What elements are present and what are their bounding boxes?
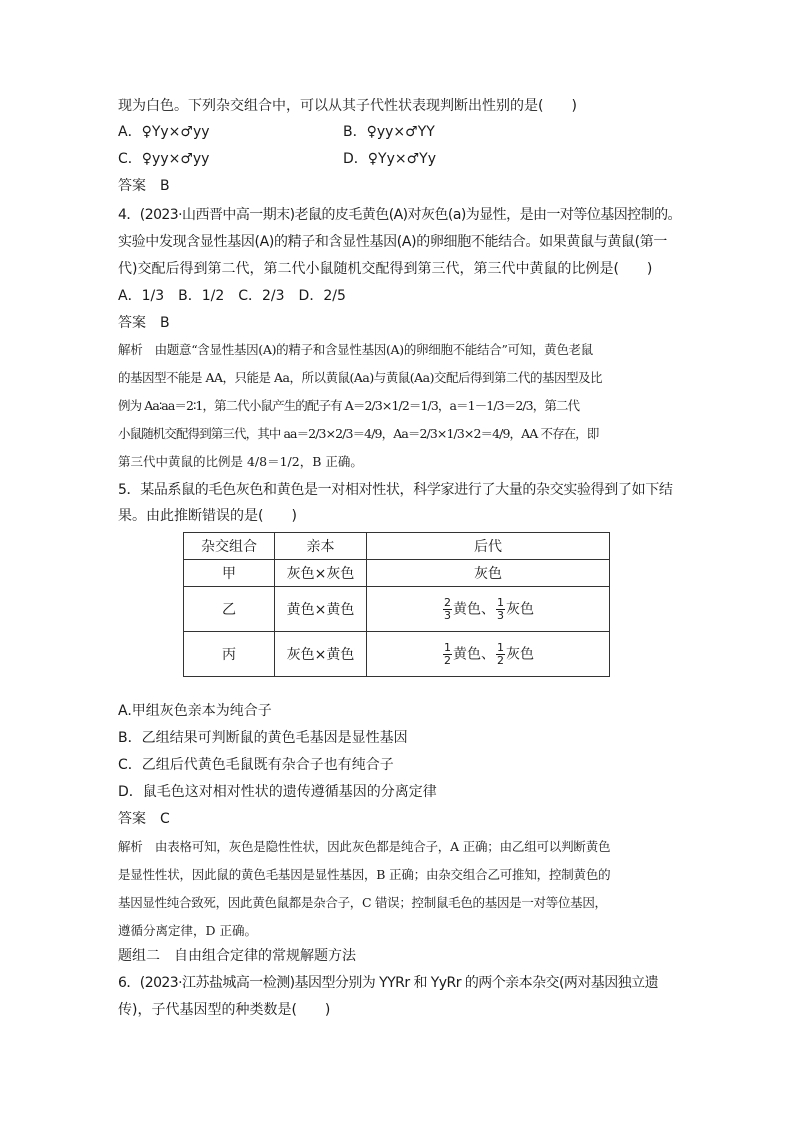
table-row xyxy=(184,632,610,677)
table-cell-offspring xyxy=(367,587,610,632)
q5-analysis-line3: 基因显性纯合致死，因此黄色鼠都是杂合子，C 错误；控制鼠毛色的基因是一对等位基因， xyxy=(118,895,607,910)
q5-option-c: C．乙组后代黄色毛鼠既有杂合子也有纯合子 xyxy=(118,757,394,773)
q5-stem-line2: 果。由此推断错误的是( ) xyxy=(118,508,297,524)
q4-analysis-line5: 第三代中黄鼠的比例是 4/8＝1/2，B 正确。 xyxy=(118,454,363,469)
fraction-denominator: 2 xyxy=(444,653,451,667)
fraction xyxy=(443,642,452,667)
q5-analysis-line2: 是显性性状，因此鼠的黄色毛基因是显性基因，B 正确；由杂交组合乙可推知，控制黄色的 xyxy=(118,867,611,882)
section-heading: 题组二 自由组合定律的常规解题方法 xyxy=(118,948,356,964)
table-header-cell: 杂交组合 xyxy=(184,533,275,560)
table-header-row xyxy=(184,533,610,560)
offspring-label: 灰色 xyxy=(506,646,534,662)
fraction-numerator: 1 xyxy=(444,640,451,654)
q4-analysis-line1: 解析 由题意“含显性基因(A)的精子和含显性基因(A)的卵细胞不能结合”可知，黄色老鼠 xyxy=(118,342,593,357)
offspring-label: 灰色 xyxy=(506,601,534,617)
table-cell-parents: 灰色×灰色 xyxy=(275,560,367,587)
q4-stem-line1: 4．(2023·山西晋中高一期末)老鼠的皮毛黄色(A)对灰色(a)为显性，是由一对等位基因控制的。 xyxy=(118,207,681,223)
table-header-cell: 后代 xyxy=(367,533,610,560)
q6-stem-line1: 6．(2023·江苏盐城高一检测)基因型分别为 YYRr 和 YyRr 的两个亲本杂交(两对基因独立遗 xyxy=(118,975,659,991)
q5-option-d: D．鼠毛色这对相对性状的遗传遵循基因的分离定律 xyxy=(118,784,437,800)
fraction-denominator: 2 xyxy=(497,653,504,667)
q4-options: A．1/3 B．1/2 C．2/3 D．2/5 xyxy=(118,288,346,304)
q4-answer: 答案 B xyxy=(118,315,170,331)
offspring-label: 黄色、 xyxy=(453,646,495,662)
fraction-numerator: 1 xyxy=(497,595,504,609)
q4-stem-line3: 代)交配后得到第二代，第二代小鼠随机交配得到第三代，第三代中黄鼠的比例是( ) xyxy=(118,261,653,277)
table-cell-group: 乙 xyxy=(184,587,275,632)
table-cell-offspring: 灰色 xyxy=(367,560,610,587)
fraction xyxy=(443,597,452,622)
q3-option-c: C．♀yy×♂yy xyxy=(118,151,210,167)
table-cell-parents: 黄色×黄色 xyxy=(275,587,367,632)
fraction xyxy=(496,597,505,622)
fraction-numerator: 2 xyxy=(444,595,451,609)
q3-option-d: D．♀Yy×♂Yy xyxy=(343,151,436,167)
fraction-denominator: 3 xyxy=(497,608,504,622)
table-header-cell: 亲本 xyxy=(275,533,367,560)
cross-results-table xyxy=(183,532,610,677)
q5-answer: 答案 C xyxy=(118,811,170,827)
fraction-denominator: 3 xyxy=(444,608,451,622)
q3-stem-tail: 现为白色。下列杂交组合中，可以从其子代性状表现判断出性别的是( ) xyxy=(118,98,577,114)
q3-option-a: A．♀Yy×♂yy xyxy=(118,124,210,140)
table-row xyxy=(184,587,610,632)
q4-analysis-line2: 的基因型不能是 AA，只能是 Aa，所以黄鼠(Aa)与黄鼠(Aa)交配后得到第二代的基因型及比 xyxy=(118,370,602,385)
table-cell-parents: 灰色×黄色 xyxy=(275,632,367,677)
offspring-label: 黄色、 xyxy=(453,601,495,617)
q4-stem-line2: 实验中发现含显性基因(A)的精子和含显性基因(A)的卵细胞不能结合。如果黄鼠与黄鼠(第一 xyxy=(118,234,668,250)
q5-option-b: B．乙组结果可判断鼠的黄色毛基因是显性基因 xyxy=(118,730,408,746)
table-cell-group: 甲 xyxy=(184,560,275,587)
fraction-numerator: 1 xyxy=(497,640,504,654)
q5-stem-line1: 5．某品系鼠的毛色灰色和黄色是一对相对性状，科学家进行了大量的杂交实验得到了如下结 xyxy=(118,482,673,498)
table-cell-offspring xyxy=(367,632,610,677)
q3-answer: 答案 B xyxy=(118,178,170,194)
q5-analysis-line1: 解析 由表格可知，灰色是隐性性状，因此灰色都是纯合子，A 正确；由乙组可以判断黄色 xyxy=(118,839,611,854)
q4-analysis-line3: 例为 Aa∶aa＝2∶1，第二代小鼠产生的配子有 A＝2/3×1/2＝1/3，a＝1－1/3＝2/3，第二代 xyxy=(118,398,580,413)
table-cell-group: 丙 xyxy=(184,632,275,677)
q5-analysis-line4: 遵循分离定律，D 正确。 xyxy=(118,923,257,938)
table-row xyxy=(184,560,610,587)
q6-stem-line2: 传)，子代基因型的种类数是( ) xyxy=(118,1002,331,1018)
fraction xyxy=(496,642,505,667)
q5-option-a: A.甲组灰色亲本为纯合子 xyxy=(118,703,272,719)
q3-option-b: B．♀yy×♂YY xyxy=(343,124,435,140)
q4-analysis-line4: 小鼠随机交配得到第三代，其中 aa＝2/3×2/3＝4/9，Aa＝2/3×1/3×2＝4/9，AA 不存在，即 xyxy=(118,426,599,441)
